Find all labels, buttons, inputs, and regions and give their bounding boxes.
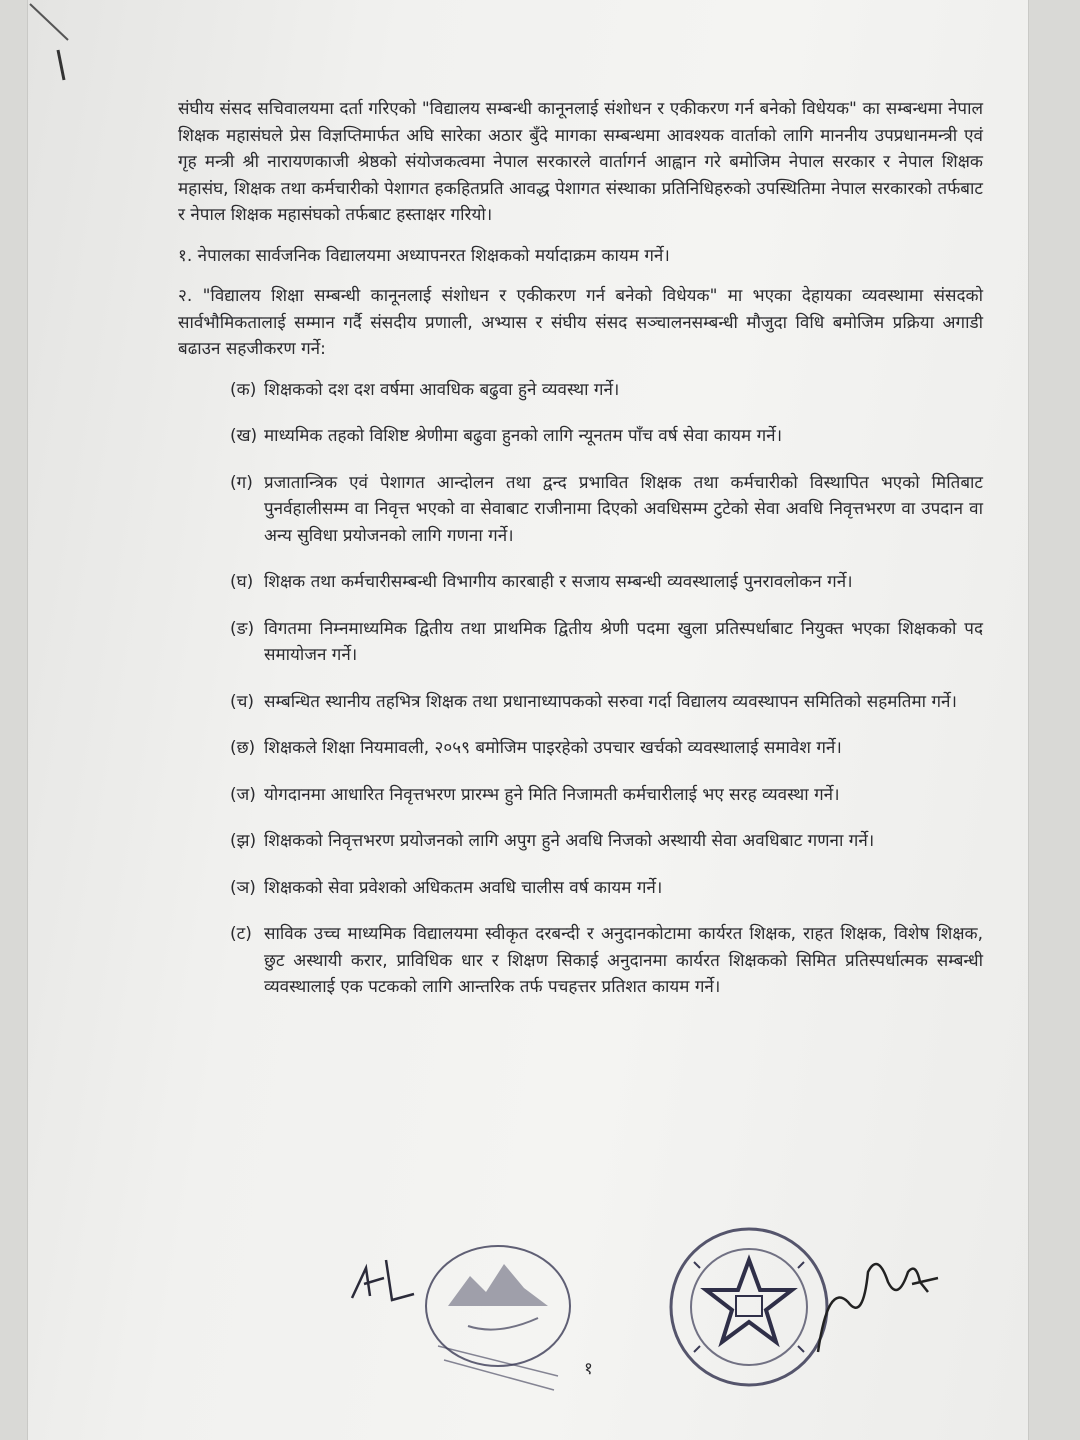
subitem (230, 782, 983, 809)
subitem-label: (ज) (230, 784, 256, 805)
subitem-label: (झ) (230, 831, 257, 851)
document-page (28, 0, 1028, 1440)
subitem-text: प्रजातान्त्रिक एवं पेशागत आन्दोलन तथा द्वन्द प्रभावित शिक्षक तथा कर्मचारीको विस्थापित भएको मितिबाट पुनर्वहालीसम्म वा निवृत्त भएको वा सेवाबाट राजीनामा दिएको अवधिसम्म टुटेको सेवा अवधि निवृत्तभरण वा उपदान वा अन्य सुविधा प्रयोजनको लागि गणना गर्ने। (264, 472, 983, 546)
subitem-text: माध्यमिक तहको विशिष्ट श्रेणीमा बढुवा हुनको लागि न्यूनतम पाँच वर्ष सेवा कायम गर्ने। (264, 426, 783, 446)
subitem (230, 921, 983, 1001)
pen-stroke-mark (28, 0, 108, 100)
subitem-label: (ट) (230, 924, 252, 944)
subitem-text: शिक्षकको दश दश वर्षमा आवधिक बढुवा हुने व्यवस्था गर्ने। (264, 379, 620, 400)
subitem-label: (च) (230, 691, 255, 712)
point-1 (178, 243, 983, 270)
signature-right (808, 1242, 958, 1362)
point-2 (178, 283, 983, 363)
intro-paragraph: संघीय संसद सचिवालयमा दर्ता गरिएको "विद्यालय सम्बन्धी कानूनलाई संशोधन र एकीकरण गर्न बनेको विधेयक" का सम्बन्धमा नेपाल शिक्षक महासंघले प्रेस विज्ञप्तिमार्फत अघि सारेका अठार बुँदे मागका सम्बन्धमा आवश्यक वार्ताको लागि माननीय उपप्रधानमन्त्री एवं गृह मन्त्री श्री नारायणकाजी श्रेष्ठको संयोजकत्वमा नेपाल सरकारले वार्तागर्न आह्वान गरे बमोजिम नेपाल सरकार र नेपाल शिक्षक महासंघ, शिक्षक तथा कर्मचारीको पेशागत हकहितप्रति आवद्ध पेशागत संस्थाका प्रतिनिधिहरुको उपस्थितिमा नेपाल सरकारको तर्फबाट र नेपाल शिक्षक महासंघको तर्फबाट हस्ताक्षर गरियो। (178, 99, 983, 225)
subitem-text: शिक्षकको सेवा प्रवेशको अधिकतम अवधि चालीस वर्ष कायम गर्ने। (264, 877, 663, 898)
subitem (230, 875, 983, 902)
subitem-label: (ग) (230, 472, 253, 493)
subitem-text: शिक्षकको निवृत्तभरण प्रयोजनको लागि अपुग हुने अवधि निजको अस्थायी सेवा अवधिबाट गणना गर्ने। (264, 831, 875, 851)
subitem (230, 377, 983, 404)
point-1-number: १. (178, 245, 193, 266)
subitem (230, 828, 983, 855)
page-number: १ (584, 1359, 593, 1379)
subitem (230, 616, 983, 669)
subitem (230, 569, 983, 596)
subitem-label: (छ) (230, 738, 256, 758)
subitem (230, 423, 983, 450)
subitem-label: (क) (230, 379, 257, 400)
subitem-text: सम्बन्धित स्थानीय तहभित्र शिक्षक तथा प्रधानाध्यापकको सरुवा गर्दा विद्यालय व्यवस्थापन समितिको सहमतिमा गर्ने। (264, 691, 957, 712)
point-1-text: नेपालका सार्वजनिक विद्यालयमा अध्यापनरत शिक्षकको मर्यादाक्रम कायम गर्ने। (197, 245, 670, 266)
subitem-text: शिक्षक तथा कर्मचारीसम्बन्धी विभागीय कारबाही र सजाय सम्बन्धी व्यवस्थालाई पुनरावलोकन गर्ने। (264, 572, 853, 592)
subitem-label: (ख) (230, 426, 258, 446)
point-2-text: "विद्यालय शिक्षा सम्बन्धी कानूनलाई संशोधन र एकीकरण गर्न बनेको विधेयक" मा भएका देहायका व्यवस्थामा संसदको सार्वभौमिकतालाई सम्मान गर्दै संसदीय प्रणाली, अभ्यास र संघीय संसद सञ्चालनसम्बन्धी मौजुदा विधि बमोजिम प्रक्रिया अगाडी बढाउन सहजीकरण गर्ने: (178, 286, 983, 359)
subitem-list (230, 377, 983, 1001)
subitem-text: शिक्षकले शिक्षा नियमावली, २०५९ बमोजिम पाइरहेको उपचार खर्चको व्यवस्थालाई समावेश गर्ने। (264, 738, 842, 758)
subitem (230, 470, 983, 550)
document-body (178, 96, 983, 1021)
subitem-label: (ञ) (230, 877, 256, 898)
subitem-text: विगतमा निम्नमाध्यमिक द्वितीय तथा प्राथमिक द्वितीय श्रेणी पदमा खुला प्रतिस्पर्धाबाट नियुक्त भएका शिक्षकको पद समायोजन गर्ने। (264, 618, 983, 665)
subitem-text: योगदानमा आधारित निवृत्तभरण प्रारम्भ हुने मिति निजामती कर्मचारीलाई भए सरह व्यवस्था गर्ने। (264, 784, 840, 805)
subitem-text: साविक उच्च माध्यमिक विद्यालयमा स्वीकृत दरबन्दी र अनुदानकोटामा कार्यरत शिक्षक, राहत शिक्षक, विशेष शिक्षक, छुट अस्थायी करार, प्राविधिक धार र शिक्षण सिकाई अनुदानमा कार्यरत शिक्षकको सिमित प्रतिस्पर्धात्मक सम्बन्धी व्यवस्थालाई एक पटकको लागि आन्तरिक तर्फ पचहत्तर प्रतिशत कायम गर्ने। (264, 924, 983, 997)
government-seal-stamp (408, 1226, 588, 1406)
subitem (230, 689, 983, 716)
subitem (230, 735, 983, 762)
subitem-label: (ङ) (230, 618, 255, 639)
point-2-number: २. (178, 286, 193, 306)
subitem-label: (घ) (230, 572, 254, 592)
